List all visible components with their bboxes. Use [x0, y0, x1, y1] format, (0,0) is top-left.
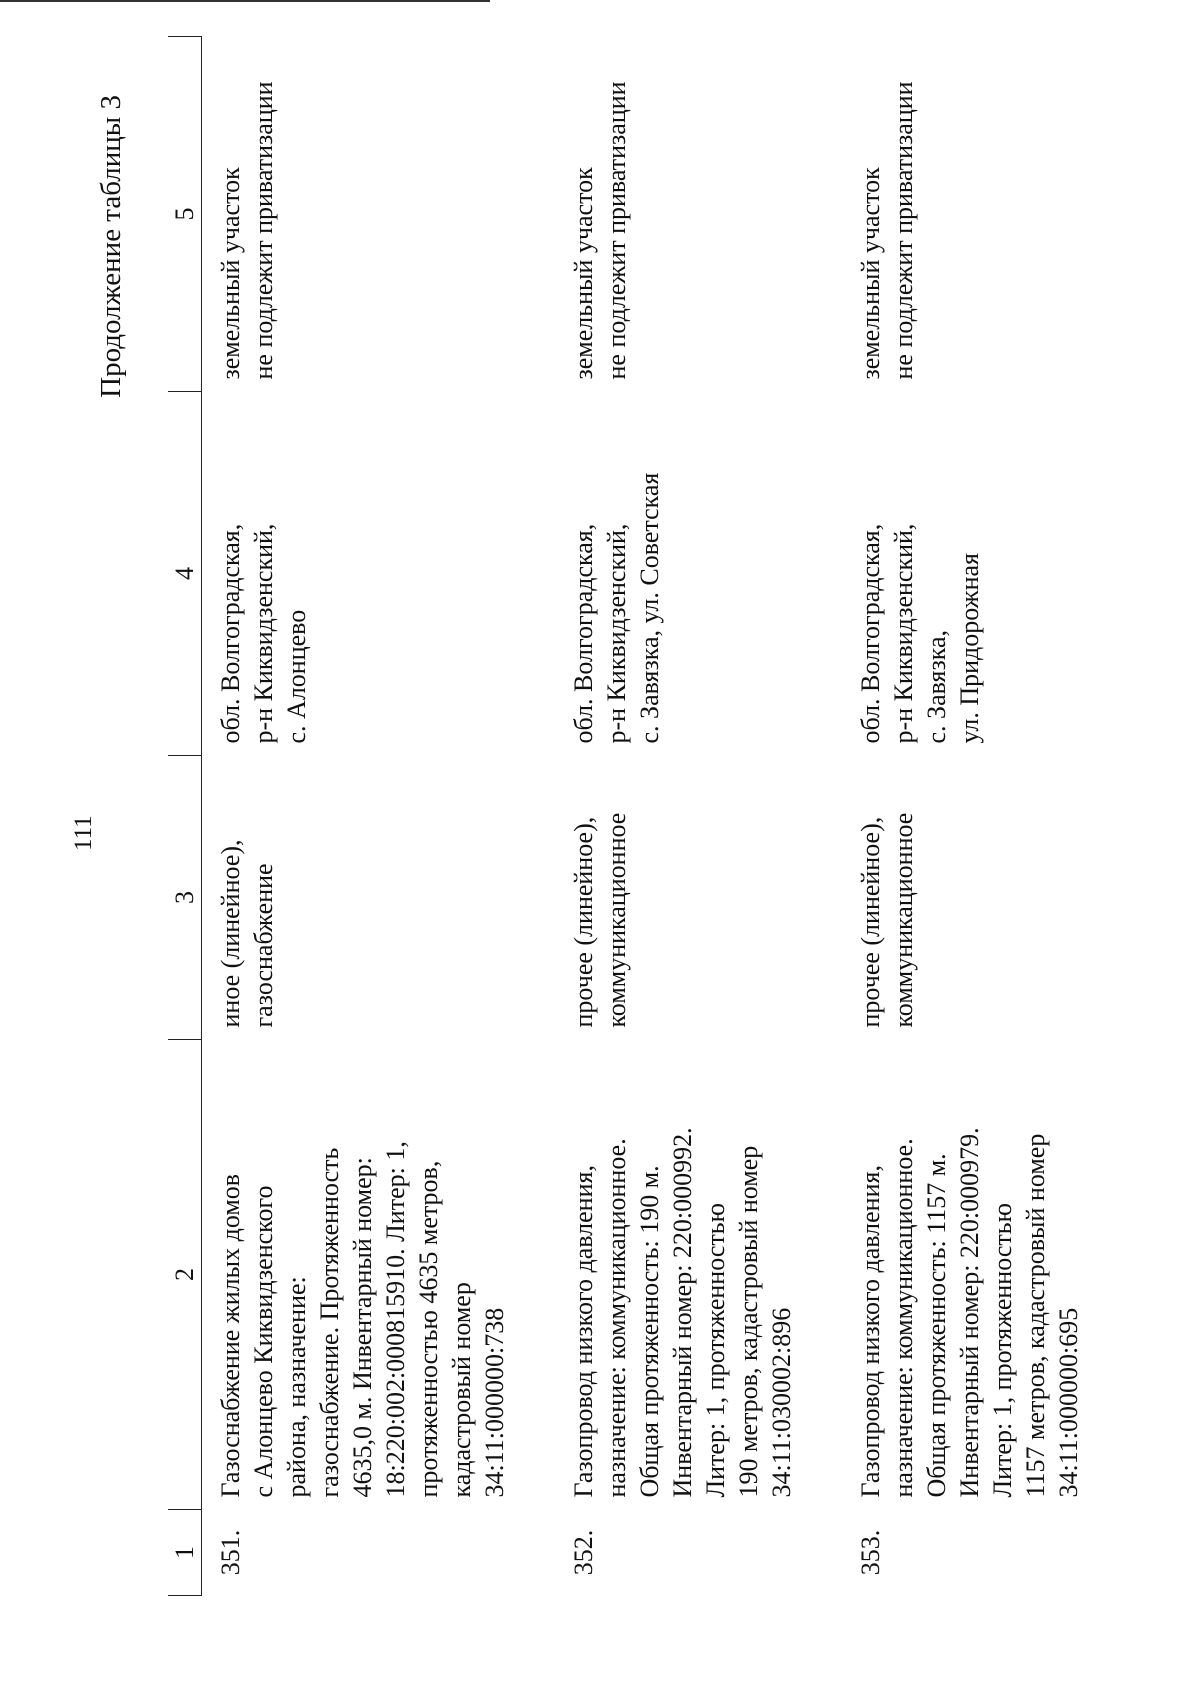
page-number: 111: [70, 815, 97, 851]
table-row: [818, 37, 1105, 1596]
object-address: обл. Волгоградская, р-н Киквидзенский, с. Завязка, ул. Придорожная: [856, 523, 984, 744]
object-description: Газопровод низкого давления, назначение: коммуникационное. Общая протяженность: 1157 м. Инвентарный номер: 220:000979. Литер: 1, протяженностью 1157 метров, кадастровый номер 34:11:000000:695: [856, 1127, 1083, 1498]
column-number-row: [168, 37, 202, 1596]
privatization-note: земельный участок не подлежит приватизации: [569, 81, 631, 380]
table-row: [531, 37, 818, 1596]
column-number-4: 4: [168, 392, 202, 756]
privatization-note: земельный участок не подлежит приватизации: [216, 81, 278, 380]
row-number: 352.: [569, 1529, 598, 1576]
object-type: прочее (линейное), коммуникационное: [856, 812, 918, 1028]
column-number-5: 5: [168, 37, 202, 392]
object-description: Газоснабжение жилых домов с Алонцево Киквидзенского района, назначение: газоснабжение. Протяженность 4635,0 м. Инвентарный номер: 18:220:002:000815910. Литер: 1, протяженностью 4635 метров, кадастровый номер 34:11:000000:738: [216, 1141, 509, 1498]
column-number-3: 3: [168, 756, 202, 1040]
object-type: прочее (линейное), коммуникационное: [569, 812, 631, 1028]
object-address: обл. Волгоградская, р-н Киквидзенский, с. Завязка, ул. Советская: [569, 472, 664, 744]
object-address: обл. Волгоградская, р-н Киквидзенский, с. Алонцево: [216, 523, 311, 744]
object-description: Газопровод низкого давления, назначение: коммуникационное. Общая протяженность: 190 м. Инвентарный номер: 220:000992. Литер: 1, протяженностью 190 метров, кадастровый номер 34:11:030002:896: [569, 1127, 796, 1498]
row-number: 353.: [856, 1529, 885, 1576]
column-number-1: 1: [168, 1510, 202, 1596]
table-continuation-label: Продолжение таблицы 3: [95, 95, 127, 398]
privatization-note: земельный участок не подлежит приватизации: [856, 81, 918, 380]
row-number: 351.: [216, 1529, 245, 1576]
table-row: [202, 37, 532, 1596]
property-table: [168, 36, 1105, 1596]
column-number-2: 2: [168, 1040, 202, 1510]
object-type: иное (линейное), газоснабжение: [216, 839, 278, 1028]
